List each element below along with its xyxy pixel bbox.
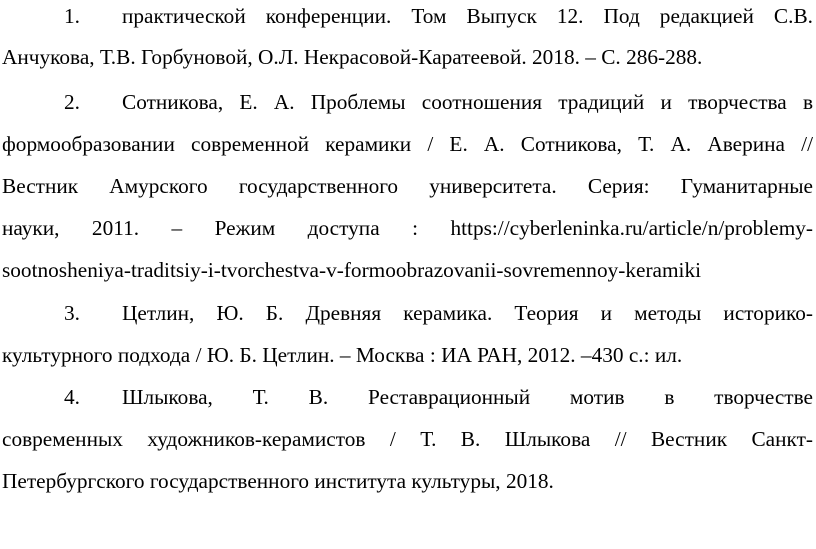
reference-2-text-line-2: формообразовании современной керамики / Е. А. Сотникова, Т. А. Аверина // [2, 132, 813, 156]
reference-1-line-2 [0, 41, 816, 73]
reference-2-text-line-4: науки, 2011. – Режим доступа : https://cyberleninka.ru/article/n/problemy- [2, 216, 813, 240]
reference-1-text-line-1: практической конференции. Том Выпуск 12. Под редакцией С.В. [122, 4, 813, 28]
reference-1-number: 1. [64, 4, 80, 28]
reference-2-line-5 [0, 254, 816, 286]
reference-4-line-3 [0, 465, 816, 497]
reference-2-line-4 [0, 212, 816, 244]
reference-3-text-line-2: культурного подхода / Ю. Б. Цетлин. – Москва : ИА РАН, 2012. –430 с.: ил. [2, 343, 683, 367]
reference-3-line-1 [0, 297, 816, 329]
reference-1-line-1 [0, 0, 816, 32]
reference-4-text-line-2: современных художников-керамистов / Т. В. Шлыкова // Вестник Санкт- [2, 427, 813, 451]
reference-4-text-line-1: Шлыкова, Т. В. Реставрационный мотив в творчестве [122, 385, 813, 409]
reference-2-text-line-3: Вестник Амурского государственного университета. Серия: Гуманитарные [2, 174, 813, 198]
reference-2-text-line-1: Сотникова, Е. А. Проблемы соотношения традиций и творчества в [122, 90, 813, 114]
reference-4-line-2 [0, 423, 816, 455]
reference-4-number: 4. [64, 385, 80, 409]
reference-4-text-line-3: Петербургского государственного института культуры, 2018. [2, 469, 554, 493]
reference-4-line-1 [0, 381, 816, 413]
reference-2-line-3 [0, 170, 816, 202]
reference-2-line-2 [0, 128, 816, 160]
reference-2-number: 2. [64, 90, 80, 114]
reference-3-line-2 [0, 339, 816, 371]
reference-3-number: 3. [64, 301, 80, 325]
reference-3-text-line-1: Цетлин, Ю. Б. Древняя керамика. Теория и методы историко- [122, 301, 813, 325]
reference-2-text-line-5: sootnosheniya-traditsiy-i-tvorchestva-v-formoobrazovanii-sovremennoy-keramiki [2, 258, 702, 282]
reference-2-line-1 [0, 86, 816, 118]
reference-1-text-line-2: Анчукова, Т.В. Горбуновой, О.Л. Некрасовой-Каратеевой. 2018. – С. 286-288. [2, 45, 703, 69]
